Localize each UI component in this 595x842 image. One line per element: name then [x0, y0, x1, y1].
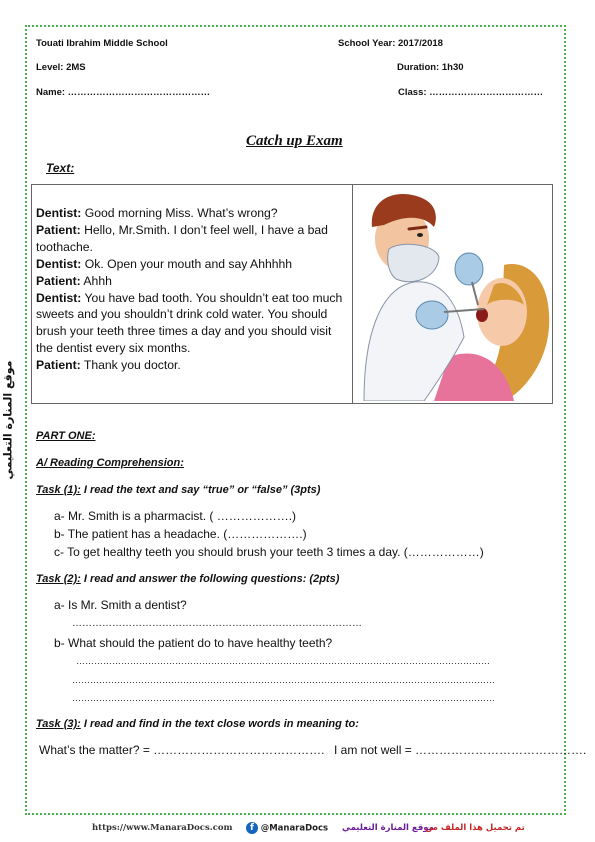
- answer-line: ……………………………………………………………………………………………………………………………: [72, 675, 495, 685]
- task1-item-a: a- Mr. Smith is a pharmacist. ( ……………….): [54, 509, 297, 523]
- side-watermark-text: موقع المنارة التعليمي: [1, 360, 15, 480]
- duration: Duration: 1h30: [397, 62, 464, 73]
- answer-line: ……………………………………………………………………………………………………………………………: [72, 693, 495, 703]
- side-watermark: [0, 340, 18, 500]
- task2-question-b: b- What should the patient do to have healthy teeth?: [54, 636, 333, 650]
- task3-heading: [36, 718, 359, 730]
- speaker: Dentist:: [36, 256, 82, 271]
- box-divider: [352, 185, 353, 403]
- task2-label: Task (2):: [36, 573, 81, 585]
- dialogue-line: [36, 256, 346, 273]
- answer-line: ……………………………………………………………………………: [72, 618, 362, 629]
- speaker: Patient:: [36, 273, 81, 288]
- dialogue-line: [36, 357, 346, 374]
- footer-social[interactable]: [246, 822, 328, 834]
- level: Level: 2MS: [36, 62, 86, 73]
- task3-instruction: I read and find in the text close words in meaning to:: [80, 718, 359, 730]
- line-text: Hello, Mr.Smith. I don’t feel well, I have a bad toothache.: [36, 222, 328, 254]
- speaker: Dentist:: [36, 290, 82, 305]
- facebook-icon: f: [246, 822, 258, 834]
- class-field: Class: ………………………………: [398, 87, 544, 98]
- footer-site-ar: موقع المنارة التعليمي: [342, 823, 434, 833]
- speaker: Patient:: [36, 222, 81, 237]
- exam-title: Catch up Exam: [246, 133, 343, 149]
- dentist-illustration: [354, 187, 552, 401]
- answer-line: …………………………………………………………………………………………………………………………: [76, 656, 490, 666]
- line-text: You have bad tooth. You shouldn’t eat too much sweets and you shouldn’t drink cold water. You should brush your teeth three times a day and you should visit the dentist every six months.: [36, 290, 343, 356]
- dialogue-line: [36, 222, 346, 256]
- footer-download-ar: تم تحميل هذا الملف من: [425, 823, 525, 833]
- line-text: Ahhh: [80, 273, 112, 288]
- task1-item-b: b- The patient has a headache. (……………….): [54, 527, 307, 541]
- task2-question-a: a- Is Mr. Smith a dentist?: [54, 598, 187, 612]
- task1-heading: [36, 484, 320, 496]
- line-text: Good morning Miss. What’s wrong?: [81, 206, 278, 220]
- task1-instruction: I read the text and say “true” or “false” (3pts): [80, 484, 321, 496]
- task2-instruction: I read and answer the following questions: (2pts): [80, 573, 340, 585]
- name-field: Name: ………………………………………: [36, 87, 211, 98]
- task1-item-c: c- To get healthy teeth you should brush your teeth 3 times a day. (………………): [54, 545, 484, 559]
- line-text: Ok. Open your mouth and say Ahhhhh: [81, 256, 293, 271]
- reading-text-box: [31, 184, 553, 404]
- school-year: School Year: 2017/2018: [338, 38, 443, 49]
- task2-heading: [36, 573, 339, 585]
- speaker: Dentist:: [36, 206, 82, 220]
- task3-label: Task (3):: [36, 718, 81, 730]
- line-text: Thank you doctor.: [80, 358, 181, 373]
- reading-heading: A/ Reading Comprehension:: [36, 457, 184, 469]
- dialogue-line: [36, 205, 346, 222]
- footer-handle: @ManaraDocs: [260, 823, 329, 834]
- dialogue-line: [36, 290, 346, 358]
- dialogue: [36, 205, 346, 374]
- school-name: Touati Ibrahim Middle School: [36, 38, 168, 49]
- dialogue-line: [36, 273, 346, 290]
- footer-url[interactable]: https://www.ManaraDocs.com: [92, 823, 233, 833]
- text-label: Text:: [46, 161, 75, 175]
- speaker: Patient:: [36, 358, 81, 373]
- task1-label: Task (1):: [36, 484, 81, 496]
- task3-item-2: I am not well = …………………………………….: [334, 743, 587, 757]
- part-one-heading: PART ONE:: [36, 430, 96, 442]
- task3-item-1: What’s the matter? = …………………………………….: [39, 743, 325, 757]
